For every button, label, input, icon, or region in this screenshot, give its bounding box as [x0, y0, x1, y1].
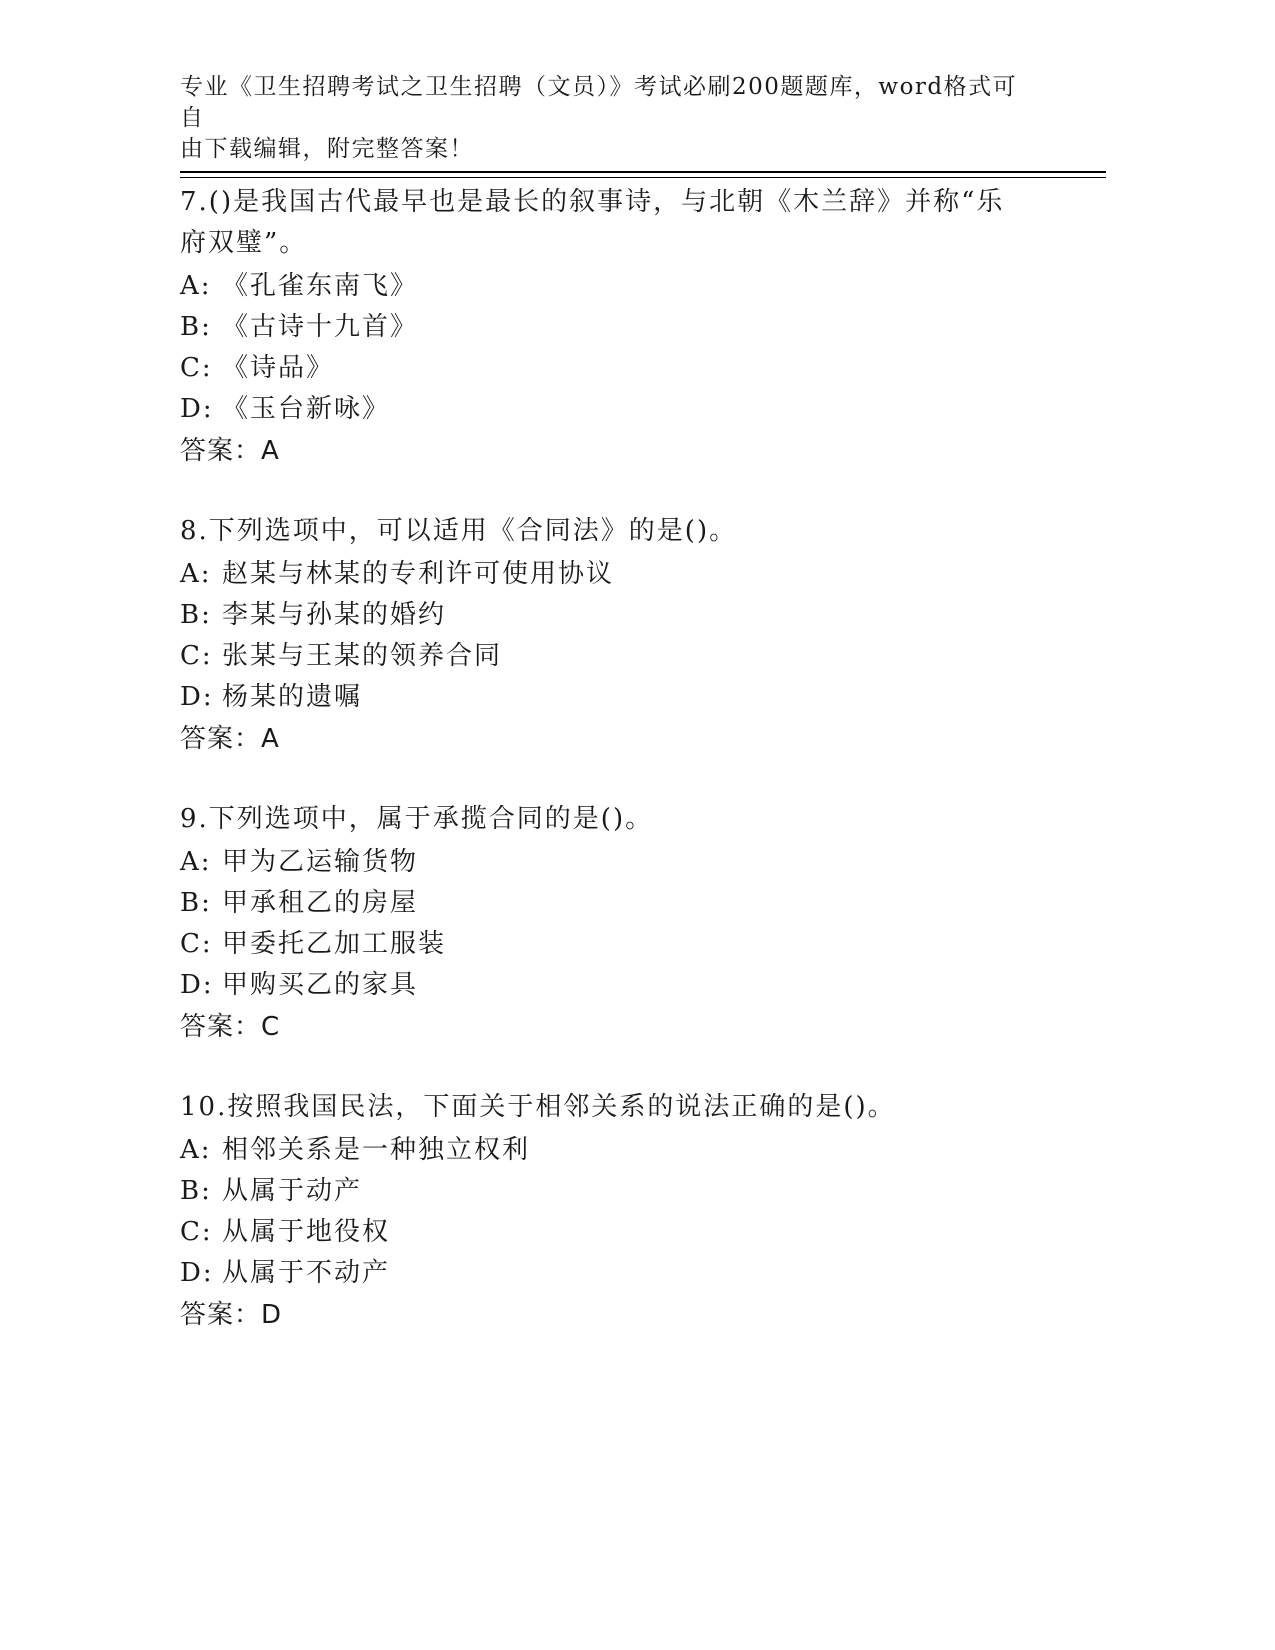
option-b — [180, 883, 1080, 924]
option-d — [180, 965, 1080, 1006]
option-letter: A: — [180, 271, 212, 301]
answer-line: 答案：D — [180, 1300, 283, 1330]
option-c — [180, 1212, 1080, 1253]
option-text: 从属于动产 — [222, 1176, 363, 1206]
header-divider-thick — [180, 171, 1106, 173]
option-text: 甲为乙运输货物 — [222, 847, 419, 877]
option-text: 《古诗十九首》 — [222, 312, 419, 342]
option-letter: B: — [180, 1176, 212, 1206]
answer-line: 答案：C — [180, 1012, 281, 1042]
question-text: 8.下列选项中，可以适用《合同法》的是()。 — [180, 516, 738, 546]
option-a — [180, 842, 1080, 883]
option-text: 《孔雀东南飞》 — [222, 271, 419, 301]
option-c — [180, 924, 1080, 965]
option-d — [180, 389, 1080, 430]
option-d — [180, 1253, 1080, 1294]
question-text: 9.下列选项中，属于承揽合同的是()。 — [180, 804, 654, 834]
option-letter: C: — [180, 353, 213, 383]
option-text: 甲委托乙加工服装 — [222, 929, 447, 959]
answer-line: 答案：A — [180, 724, 280, 754]
option-letter: C: — [180, 641, 213, 671]
option-letter: A: — [180, 559, 212, 589]
question-9 — [180, 799, 1080, 1048]
option-letter: B: — [180, 312, 212, 342]
option-a — [180, 266, 1080, 307]
option-text: 甲购买乙的家具 — [222, 970, 419, 1000]
option-text: 从属于地役权 — [222, 1217, 391, 1247]
option-d — [180, 677, 1080, 718]
option-letter: D: — [180, 394, 214, 424]
question-list — [180, 182, 1080, 1375]
option-text: 相邻关系是一种独立权利 — [222, 1135, 531, 1165]
option-letter: C: — [180, 1217, 213, 1247]
option-text: 赵某与林某的专利许可使用协议 — [222, 559, 615, 589]
option-letter: A: — [180, 1135, 212, 1165]
question-text: 7.()是我国古代最早也是最长的叙事诗，与北朝《木兰辞》并称“乐府双璧”。 — [180, 187, 1005, 258]
option-a — [180, 1130, 1080, 1171]
option-a — [180, 554, 1080, 595]
option-letter: B: — [180, 600, 212, 630]
option-text: 甲承租乙的房屋 — [222, 888, 419, 918]
document-header — [180, 72, 1040, 165]
option-text: 《诗品》 — [222, 353, 335, 383]
option-text: 杨某的遗嘱 — [222, 682, 363, 712]
question-8 — [180, 511, 1080, 760]
option-b — [180, 595, 1080, 636]
option-letter: D: — [180, 970, 214, 1000]
option-text: 张某与王某的领养合同 — [222, 641, 503, 671]
option-letter: B: — [180, 888, 212, 918]
option-text: 《玉台新咏》 — [222, 394, 391, 424]
option-c — [180, 636, 1080, 677]
answer-line: 答案：A — [180, 436, 280, 466]
option-letter: D: — [180, 682, 214, 712]
option-text: 李某与孙某的婚约 — [222, 600, 447, 630]
header-divider-thin — [180, 177, 1106, 178]
option-b — [180, 307, 1080, 348]
option-letter: D: — [180, 1258, 214, 1288]
option-letter: C: — [180, 929, 213, 959]
header-line-2: 由下载编辑，附完整答案！ — [180, 136, 474, 162]
option-b — [180, 1171, 1080, 1212]
question-7 — [180, 182, 1080, 472]
option-c — [180, 348, 1080, 389]
question-text: 10.按照我国民法，下面关于相邻关系的说法正确的是()。 — [180, 1092, 896, 1122]
question-10 — [180, 1087, 1080, 1336]
option-letter: A: — [180, 847, 212, 877]
option-text: 从属于不动产 — [222, 1258, 391, 1288]
header-line-1: 专业《卫生招聘考试之卫生招聘（文员）》考试必刷200题题库，word格式可自 — [180, 74, 1018, 131]
